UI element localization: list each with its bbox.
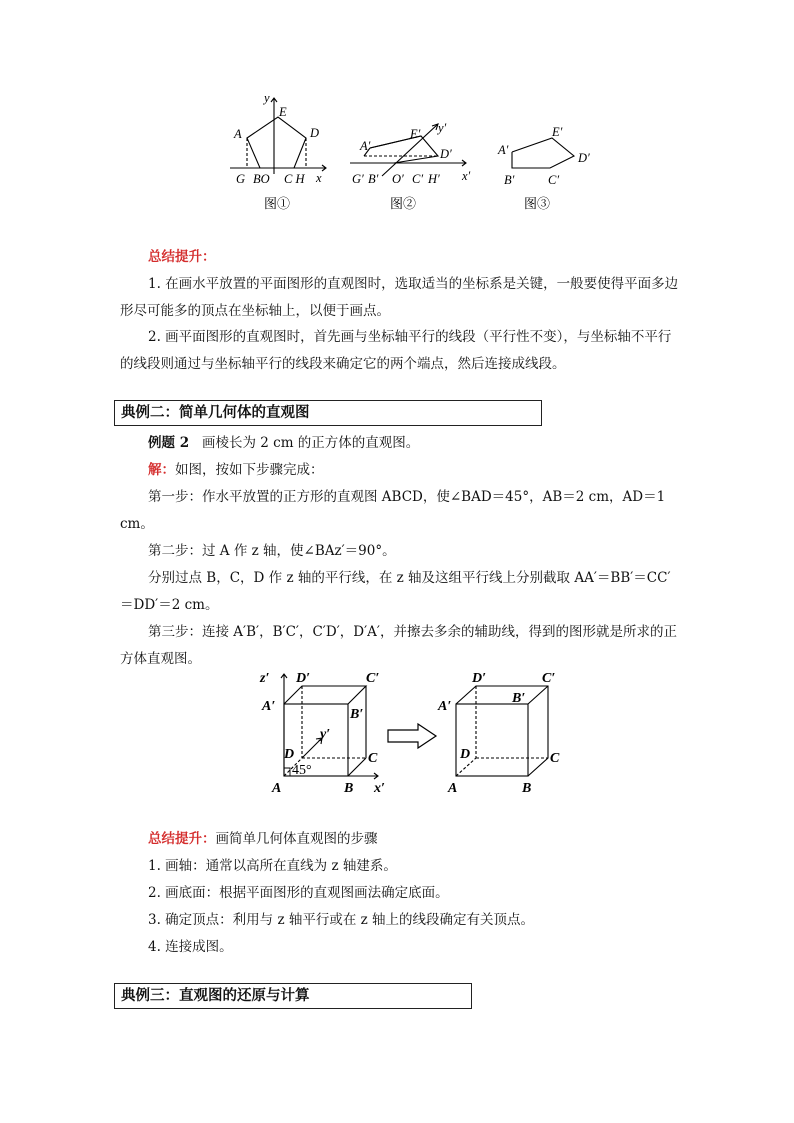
example2-text: 画棱长为 2 cm 的正方体的直观图。 [201,435,420,451]
fig1-label-y: y [264,91,270,105]
summary2-item4: 4. 连接成图。 [148,939,233,955]
fig3-label-dp: D′ [578,151,590,165]
summary1-item1: 1. 在画水平放置的平面图形的直观图时，选取适当的坐标系是关键，一般要使得平面多边形尽可能多的顶点在坐标轴上，以便于画点。 [120,276,679,319]
fig1-label-e: E [279,105,287,119]
fig2-label-xp: x′ [462,169,471,183]
example2-label: 例题 2 [148,435,190,451]
fig1-label-d: D [310,126,320,140]
cube-right-d: D [460,747,471,762]
fig2-label-yp: y′ [438,121,447,135]
fig3-caption: 图③ [524,196,551,211]
fig2-label-ep: E′ [410,127,421,141]
fig2-label-hp: H′ [428,172,440,186]
cube-left-a: A [272,781,282,796]
cube-right-dp: D′ [472,671,487,686]
fig1-label-x: x [316,171,322,185]
figure-2 [346,88,482,218]
section2-heading: 典例二：简单几何体的直观图 [114,400,542,426]
summary2-item1: 1. 画轴：通常以高所在直线为 z 轴建系。 [148,858,397,874]
example2-line [148,430,419,456]
figure-3 [494,88,604,218]
fig1-label-bo: BO [253,172,270,186]
cube-left-c: C [368,751,378,766]
fig2-label-ap: A′ [360,139,371,153]
summary1-title-text: 总结提升： [148,249,216,265]
cube-left-ap: A′ [262,699,276,714]
fig1-label-a: A [234,127,242,141]
summary2-title [148,826,378,852]
solution2-step2: 第二步：过 A 作 z 轴，使∠BAz′＝90°。 [148,543,396,559]
cube-right-ap: A′ [438,699,452,714]
fig2-label-dp: D′ [440,147,452,161]
fig3-label-ep: E′ [552,125,563,139]
cube-left-b: B [344,781,354,796]
cube-left-cp: C′ [366,671,380,686]
cube-right-bp: B′ [512,691,526,706]
fig3-label-cp: C′ [548,173,560,187]
solution2-step1: 第一步：作水平放置的正方形的直观图 ABCD，使∠BAD＝45°，AB＝2 cm，AD＝1 cm。 [120,489,666,532]
solution2-step3: 第三步：连接 A′B′，B′C′，C′D′，D′A′，并擦去多余的辅助线，得到的图形就是所求的正方体直观图。 [120,624,677,667]
cube-right-c: C [550,751,560,766]
summary1-item2: 2. 画平面图形的直观图时，首先画与坐标轴平行的线段（平行性不变），与坐标轴不平行的线段则通过与坐标轴平行的线段来确定它的两个端点，然后连接成线段。 [120,329,672,372]
fig2-label-cp: C′ [412,172,424,186]
fig3-label-bp: B′ [504,173,515,187]
fig2-label-gp: G′ [352,172,364,186]
solution2-step2b: 分别过点 B，C，D 作 z 轴的平行线，在 z 轴及这组平行线上分别截取 AA′＝BB′＝CC′＝DD′＝2 cm。 [120,570,671,613]
summary2-item3: 3. 确定顶点：利用与 z 轴平行或在 z 轴上的线段确定有关顶点。 [148,912,535,928]
fig2-label-op: O′ [392,172,404,186]
cube-figure [254,664,594,804]
summary2-title-suffix: 画简单几何体直观图的步骤 [215,831,378,847]
fig1-caption: 图① [264,196,291,211]
cube-right-a: A [448,781,458,796]
section3-heading: 典例三：直观图的还原与计算 [114,983,472,1009]
cube-left-dp: D′ [296,671,311,686]
cube-left-d: D [284,747,295,762]
fig3-label-ap: A′ [498,143,509,157]
summary2-title-text: 总结提升： [148,831,216,847]
solution2-line [148,457,324,483]
fig1-label-ch: C H [284,172,305,186]
cube-left-angle: 45° [292,763,312,778]
cube-right-cp: C′ [542,671,556,686]
cube-right-b: B [522,781,532,796]
figure-1 [226,88,336,218]
cube-left-bp: B′ [350,707,364,722]
cube-left-xp: x′ [374,781,385,796]
summary1-title [148,244,216,270]
fig2-label-bp: B′ [368,172,379,186]
fig1-label-g: G [236,172,246,186]
solution2-label: 解： [148,462,175,478]
fig2-caption: 图② [390,196,417,211]
solution2-intro: 如图，按如下步骤完成： [175,462,324,478]
cube-left-yp: y′ [320,727,331,742]
summary2-item2: 2. 画底面：根据平面图形的直观图画法确定底面。 [148,885,449,901]
cube-left-z: z′ [260,671,270,686]
